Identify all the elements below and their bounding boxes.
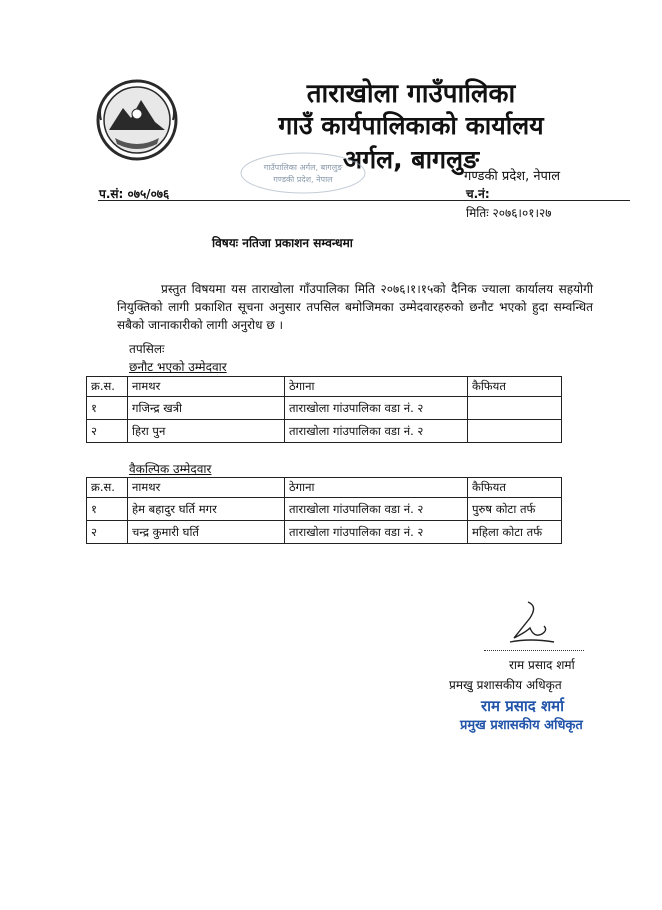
col-remarks: कैफियत [468, 478, 562, 498]
cell-sn: २ [87, 521, 128, 544]
table-row [87, 498, 562, 521]
body-paragraph: प्रस्तुत विषयमा यस ताराखोला गाँउपालिका मिति २०७६।१।१५को दैनिक ज्याला कार्यालय सहयोगी नियुक्तिको लागी प्रकाशित सूचना अनुसार तपसिल बमोजिमका उम्मेदवारहरुको छनौट भएको हुदा सम्वन्धित सबैको जानाकारीको लागी अनुरोध छ । [117, 282, 593, 332]
cell-sn: २ [87, 420, 128, 443]
cell-address: ताराखोला गांउपालिका वडा नं. २ [285, 498, 468, 521]
col-address: ठेगाना [285, 377, 468, 397]
header-line-3: अर्गल, बागलुङ [342, 145, 480, 174]
selected-table [86, 376, 562, 443]
subject-line: विषयः नतिजा प्रकाशन सम्वन्धमा [212, 236, 353, 250]
stamp-name: राम प्रसाद शर्मा [481, 697, 565, 715]
signatory-name: राम प्रसाद शर्मा [509, 658, 575, 672]
signature-line [484, 650, 584, 651]
header-divider [98, 200, 630, 201]
letter-date: मितिः २०७६।०१।२७ [466, 206, 552, 220]
col-name: नामथर [128, 377, 285, 397]
cell-name: हिरा पुन [128, 420, 285, 443]
signatory-title: प्रमखु प्रशासकीय अधिकृत [449, 678, 562, 692]
cell-remarks: महिला कोटा तर्फ [468, 521, 562, 544]
cell-remarks [468, 397, 562, 420]
table-header-row [87, 377, 562, 397]
cell-address: ताराखोला गांउपालिका वडा नं. २ [285, 397, 468, 420]
col-sn: क्र.स. [87, 478, 128, 498]
svg-text:गाउँपालिका अर्गल, बागलुङ: गाउँपालिका अर्गल, बागलुङ [263, 163, 343, 172]
col-name: नामथर [128, 478, 285, 498]
svg-text:गण्डकी प्रदेश, नेपाल: गण्डकी प्रदेश, नेपाल [273, 175, 333, 184]
cell-name: हेम बहादुर घर्ति मगर [128, 498, 285, 521]
cell-name: चन्द्र कुमारी घर्ति [128, 521, 285, 544]
header-line-2: गाउँ कार्यपालिकाको कार्यालय [278, 111, 544, 140]
alternate-table [86, 477, 562, 544]
cell-remarks: पुरुष कोटा तर्फ [468, 498, 562, 521]
cell-sn: १ [87, 397, 128, 420]
header-line-1: ताराखोला गाउँपालिका [306, 79, 516, 109]
patra-sankhya: प.सं: ०७५/०७६ [99, 187, 170, 201]
signature-mark [500, 598, 560, 650]
cell-name: गजिन्द्र खत्री [128, 397, 285, 420]
tapasil-label: तपसिलः [129, 342, 165, 356]
province-label: गण्डकी प्रदेश, नेपाल [464, 169, 561, 184]
col-address: ठेगाना [285, 478, 468, 498]
cell-address: ताराखोला गांउपालिका वडा नं. २ [285, 521, 468, 544]
table-row [87, 397, 562, 420]
cell-sn: १ [87, 498, 128, 521]
col-remarks: कैफियत [468, 377, 562, 397]
table-header-row [87, 478, 562, 498]
cell-address: ताराखोला गांउपालिका वडा नं. २ [285, 420, 468, 443]
selected-heading: छनौट भएको उम्मेदवार [129, 360, 227, 374]
table-row [87, 420, 562, 443]
office-stamp [238, 150, 368, 196]
chalani-number: च.नं: [466, 187, 490, 201]
cell-remarks [468, 420, 562, 443]
alternate-heading: वैकल्पिक उम्मेदवार [129, 462, 212, 476]
col-sn: क्र.स. [87, 377, 128, 397]
table-row [87, 521, 562, 544]
stamp-title: प्रमुख प्रशासकीय अधिकृत [460, 718, 583, 733]
